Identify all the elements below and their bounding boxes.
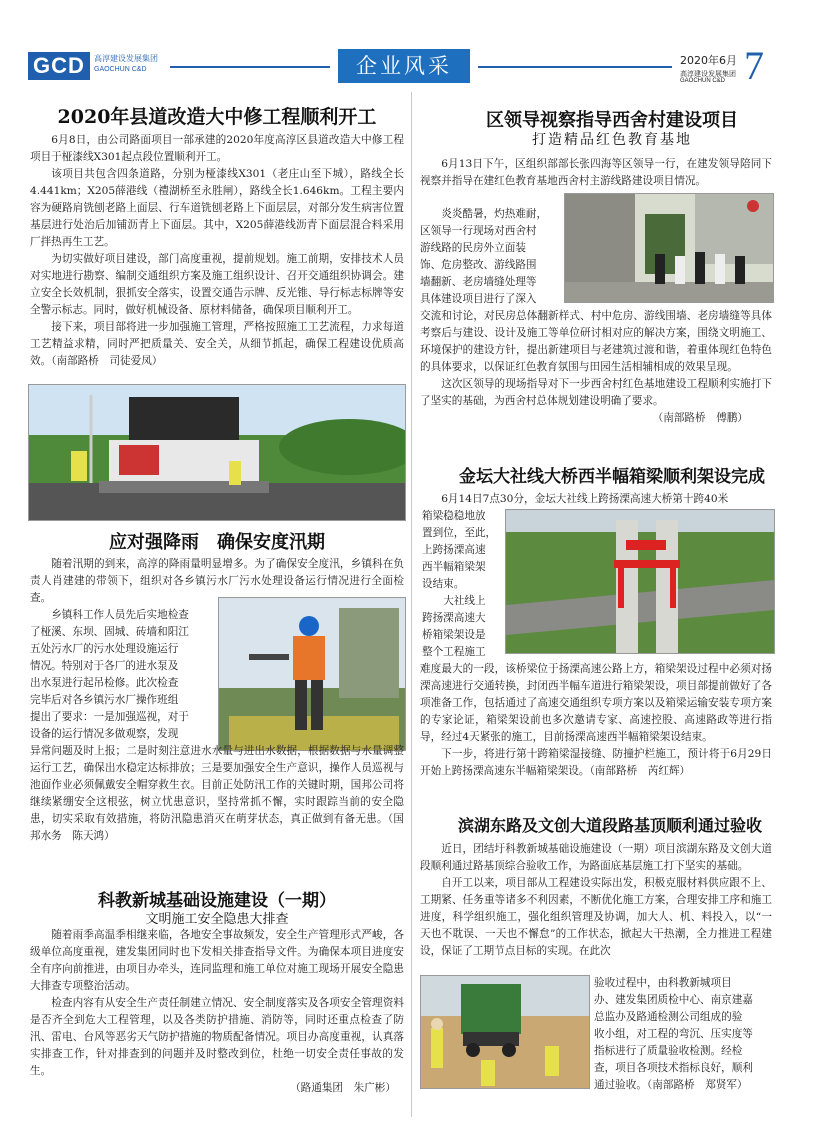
group-english-name: GAOCHUN C&D [680,78,726,84]
article-2-p1: 随着汛期的到来，高淳的降雨量明显增多。为了确保安全度汛，乡镇科在负责人肖建建的带领下，组织对各乡镇污水厂污水处理设备运行情况进行全面检查。 [30,558,404,604]
article-4-rest [420,308,772,427]
header-rule-left [170,66,330,68]
article-5-line: 上跨扬溧高速 [422,544,486,556]
article-2-rest-text: 异常问题及时上报；二是时刻注意进水水量与进出水数据，根据数据与水量调整运行工艺，确保出水稳定达标排放；三是要加强安全生产意识，操作人员巡视与池面作业必须佩戴安全帽穿救生衣。目前正处防汛工作的关键时期，国邦公司将继续紧绷安全这根弦，树立忧患意识，坚持常抓不懈，实时跟踪当前的安全隐患，切实采取有效措施，将防汛隐患消灭在萌芽状态，真正做到有备无患。（国邦水务 陈天鸿） [30,745,404,842]
article-2-line: 五处污水厂的污水处理设施运行 [30,643,179,655]
bridge-girder-photo [505,509,775,654]
article-3-byline: （路通集团 朱广彬） [290,1082,396,1094]
article-5-line: 置到位，至此， [422,527,497,539]
article-4-subtitle: 打造精品红色教育基地 [532,132,692,148]
article-5-intro [420,491,782,508]
article-6-line: 通过验收。（南部路桥 郑贤军） [594,1079,748,1091]
article-6-line: 办、建发集团质检中心、南京建嘉 [594,994,753,1006]
article-6-line: 查，项目各项技术指标良好，顺利 [594,1062,753,1074]
article-4-rest-text: 交流和讨论，对民房总体翻新样式、村中危房、游线围墙、老房墙缝等具体考察后与建设、设计及施工等单位研讨相对应的解决方案，围绕文明施工、环境保护的建设方针，提出新建项目与老建筑过渡和谐，着重体现红色特色的具体要求，以保证红色教育氛围与田园生活相辅相成的效果呈现。 [420,310,772,373]
article-5-line: 桥箱梁架设是 [422,629,486,641]
article-4-line: 炎炎酷暑，灼热难耐， [441,208,548,220]
article-4-byline: （南部路桥 傅鹏） [652,412,748,424]
logo-english-name: GAOCHUN C&D [94,66,147,73]
article-5-line: 西半幅箱梁架 [422,561,486,573]
article-4-line: 墙翻新、老房墙缝处理等 [420,276,537,288]
column-divider [411,92,412,1117]
article-3-p2: 检查内容有从安全生产责任制建立情况、安全制度落实及各项安全管理资料是否齐全到危大工程管理，以及各类防护措施、消防等，同时还重点检查了防汛、雷电、台风等恶劣天气防护措施的物质配备情况。项目办高度重视，认真落实排查工作，针对排查到的问题并及时整改到位，杜绝一切安全责任事故的发生。 [30,997,404,1077]
article-6-line: 总监办及路通检测公司组成的验 [594,1011,743,1023]
article-6-line: 收小组，对工程的弯沉、压实度等 [594,1028,753,1040]
article-1-p2: 该项目共包含四条道路，分别为桠漆线X301（老庄山至下城），路线全长4.441km；X205薛港线（禮湖桥至永胜闸），路线全长1.646km。工程主要内容为硬路肩铣刨老路上面层、行车道铣刨老路上下面层层，对部分发生病害位置基层进行处治后加铺沥青上下面层。其中，X205薛港线沥青下面层混合料采用厂拌热再生工艺。 [30,168,404,248]
article-2-line: 提出了要求：一是加强巡视，对于 [30,711,189,723]
article-4-line: 游线路的民房外立面装 [420,242,526,254]
article-5-title: 金坛大社线大桥西半幅箱梁顺利架设完成 [459,467,765,487]
article-4-intro [420,156,772,190]
article-3-p1: 随着雨季高温季相继来临，各地安全事故频发，安全生产管理形式严峻，各级单位高度重视，建发集团同时也下发相关排查指导文件。为确保本项目进度安全有序向前推进，由项目办牵头，连同监理和施工单位对施工现场开展安全隐患大排查专项整治活动。 [30,929,404,992]
paving-machine-photo [28,384,406,521]
article-5-line: 箱梁稳稳地放 [422,510,486,522]
article-2-wrap-text [30,607,220,743]
sewage-inspection-photo [218,597,406,751]
article-6-p2: 自开工以来，项目部从工程建设实际出发，积极克服材料供应跟不上、工期紧、任务重等诸多不利因素，不断优化施工方案，合理安排工序和施工进度，科学组织施工，强化组织管理及协调，加大人、机、料投入，以“一天也不耽误、一天也不懈怠”的工作状态，掀起大干热潮，全力推进工程建设，保证了工期节点目标的实现。在此次 [420,877,772,957]
article-1-body [30,132,404,370]
article-5-line: 跨扬溧高速大 [422,612,486,624]
article-2-line: 了桠溪、东坝、固城、砖墙和阳江 [30,626,189,638]
article-2-line: 乡镇科工作人员先后实地检查 [51,609,189,621]
group-name: 高淳建设发展集团 [680,70,736,78]
article-5-rest [420,661,772,780]
village-visit-photo [564,193,774,303]
logo-mark: GCD [28,52,90,80]
article-2-rest [30,743,404,845]
article-6-line: 验收过程中，由科教新城项目 [594,977,732,989]
article-5-p3: 下一步，将进行第十跨箱梁湿接缝、防撞护栏施工，预计将于6月29日开始上跨扬溧高速东半幅箱梁架设。（南部路桥 芮红辉） [420,748,772,777]
article-4-line: 饰、危房整改、游线路围 [420,259,537,271]
article-3-title: 科教新城基础设施建设（一期） [98,891,336,911]
article-2-line: 完毕后对各乡镇污水厂操作班组 [30,694,179,706]
article-3-body [30,927,404,1097]
issue-date: 2020年6月 [680,54,737,67]
article-5-p1: 6月14日7点30分，金坛大社线上跨扬溧高速大桥第十跨40米 [441,493,729,505]
article-4-line: 区领导一行现场对西舍村 [420,225,537,237]
article-1-p3: 为切实做好项目建设，部门高度重视，提前规划。施工前期，安排技术人员对实地进行勘察、编制交通组织方案及施工组织设计、召开交通组织协调会。建立安全长效机制，狠抓安全落实，设置交通告示牌、反光锥、导行标志标牌等安全警示标志。同时，做好机械设备、原材料储备，确保项目顺利开工。 [30,253,404,316]
article-5-rest-text: 难度最大的一段，该桥梁位于扬溧高速公路上方，箱梁架设过程中必须对扬溧高速进行交通转换，封闭西半幅车道进行箱梁架设，项目部提前做好了各项准备工作，包括通过了高速交通组织专项方案以及箱梁运输安装专项方案的专家论证，箱梁架设前也多次邀请专家、高速控股、高速路政等进行指导，经过4天紧张的施工，目前扬溧高速西半幅箱梁架设结束。 [420,663,772,743]
article-6-body [420,841,772,960]
article-4-line: 具体建设项目进行了深入 [420,293,537,305]
article-6-line: 指标进行了质量验收检测。经检 [594,1045,743,1057]
article-6-wrap-text [594,975,774,1094]
article-4-wrap-text [420,206,564,308]
logo-chinese-name: 高淳建设发展集团 [94,54,158,63]
article-5-line: 设结束。 [422,578,465,590]
article-4-title: 区领导视察指导西舍村建设项目 [486,110,738,131]
company-logo [28,52,163,80]
article-2-line: 出水泵进行起吊检修。此次检查 [30,677,179,689]
article-1-p1: 6月8日，由公司路面项目一部承建的2020年度高淳区县道改造大中修工程项目于桠漆线X301起点段位置顺利开工。 [30,134,404,163]
article-1-title: 2020年县道改造大中修工程顺利开工 [57,106,377,128]
article-2-title: 应对强降雨 确保安度汛期 [109,532,325,553]
acceptance-inspection-photo [420,975,590,1089]
page-number: 7 [744,43,764,88]
article-2-line: 情况。特别对于各厂的进水泵及 [30,660,179,672]
article-4-p1: 6月13日下午，区组织部部长张四海等区领导一行，在建发领导陪同下视察并指导在建红色教育基地西舍村主游线路建设项目情况。 [420,158,772,187]
article-2-line: 设备的运行情况多做观察，发现 [30,728,179,740]
article-5-wrap-text [422,508,506,661]
section-title: 企业风采 [338,49,470,83]
article-4-p3: 这次区领导的现场指导对下一步西舍村红色基地建设工程顺利实施打下了坚实的基础，为西舍村总体规划建设明确了要求。 [420,378,772,407]
article-5-line: 大社线上 [443,595,486,607]
article-6-title: 滨湖东路及文创大道段路基顶顺利通过验收 [457,816,762,835]
article-3-subtitle: 文明施工安全隐患大排查 [145,912,289,927]
header-rule-right [478,66,672,68]
article-6-p1: 近日，团结圩科教新城基础设施建设（一期）项目滨湖东路及文创大道段顺利通过路基顶综合验收工作，为路面底基层施工打下坚实的基础。 [420,843,772,872]
article-5-line: 整个工程施工 [422,646,486,658]
article-1-p4: 接下来，项目部将进一步加强施工管理，严格按照施工工艺流程，力求每道工艺精益求精，同时严把质量关、安全关，从细节抓起，确保工程建设优质高效。（南部路桥 司徒爱凤） [30,321,404,367]
